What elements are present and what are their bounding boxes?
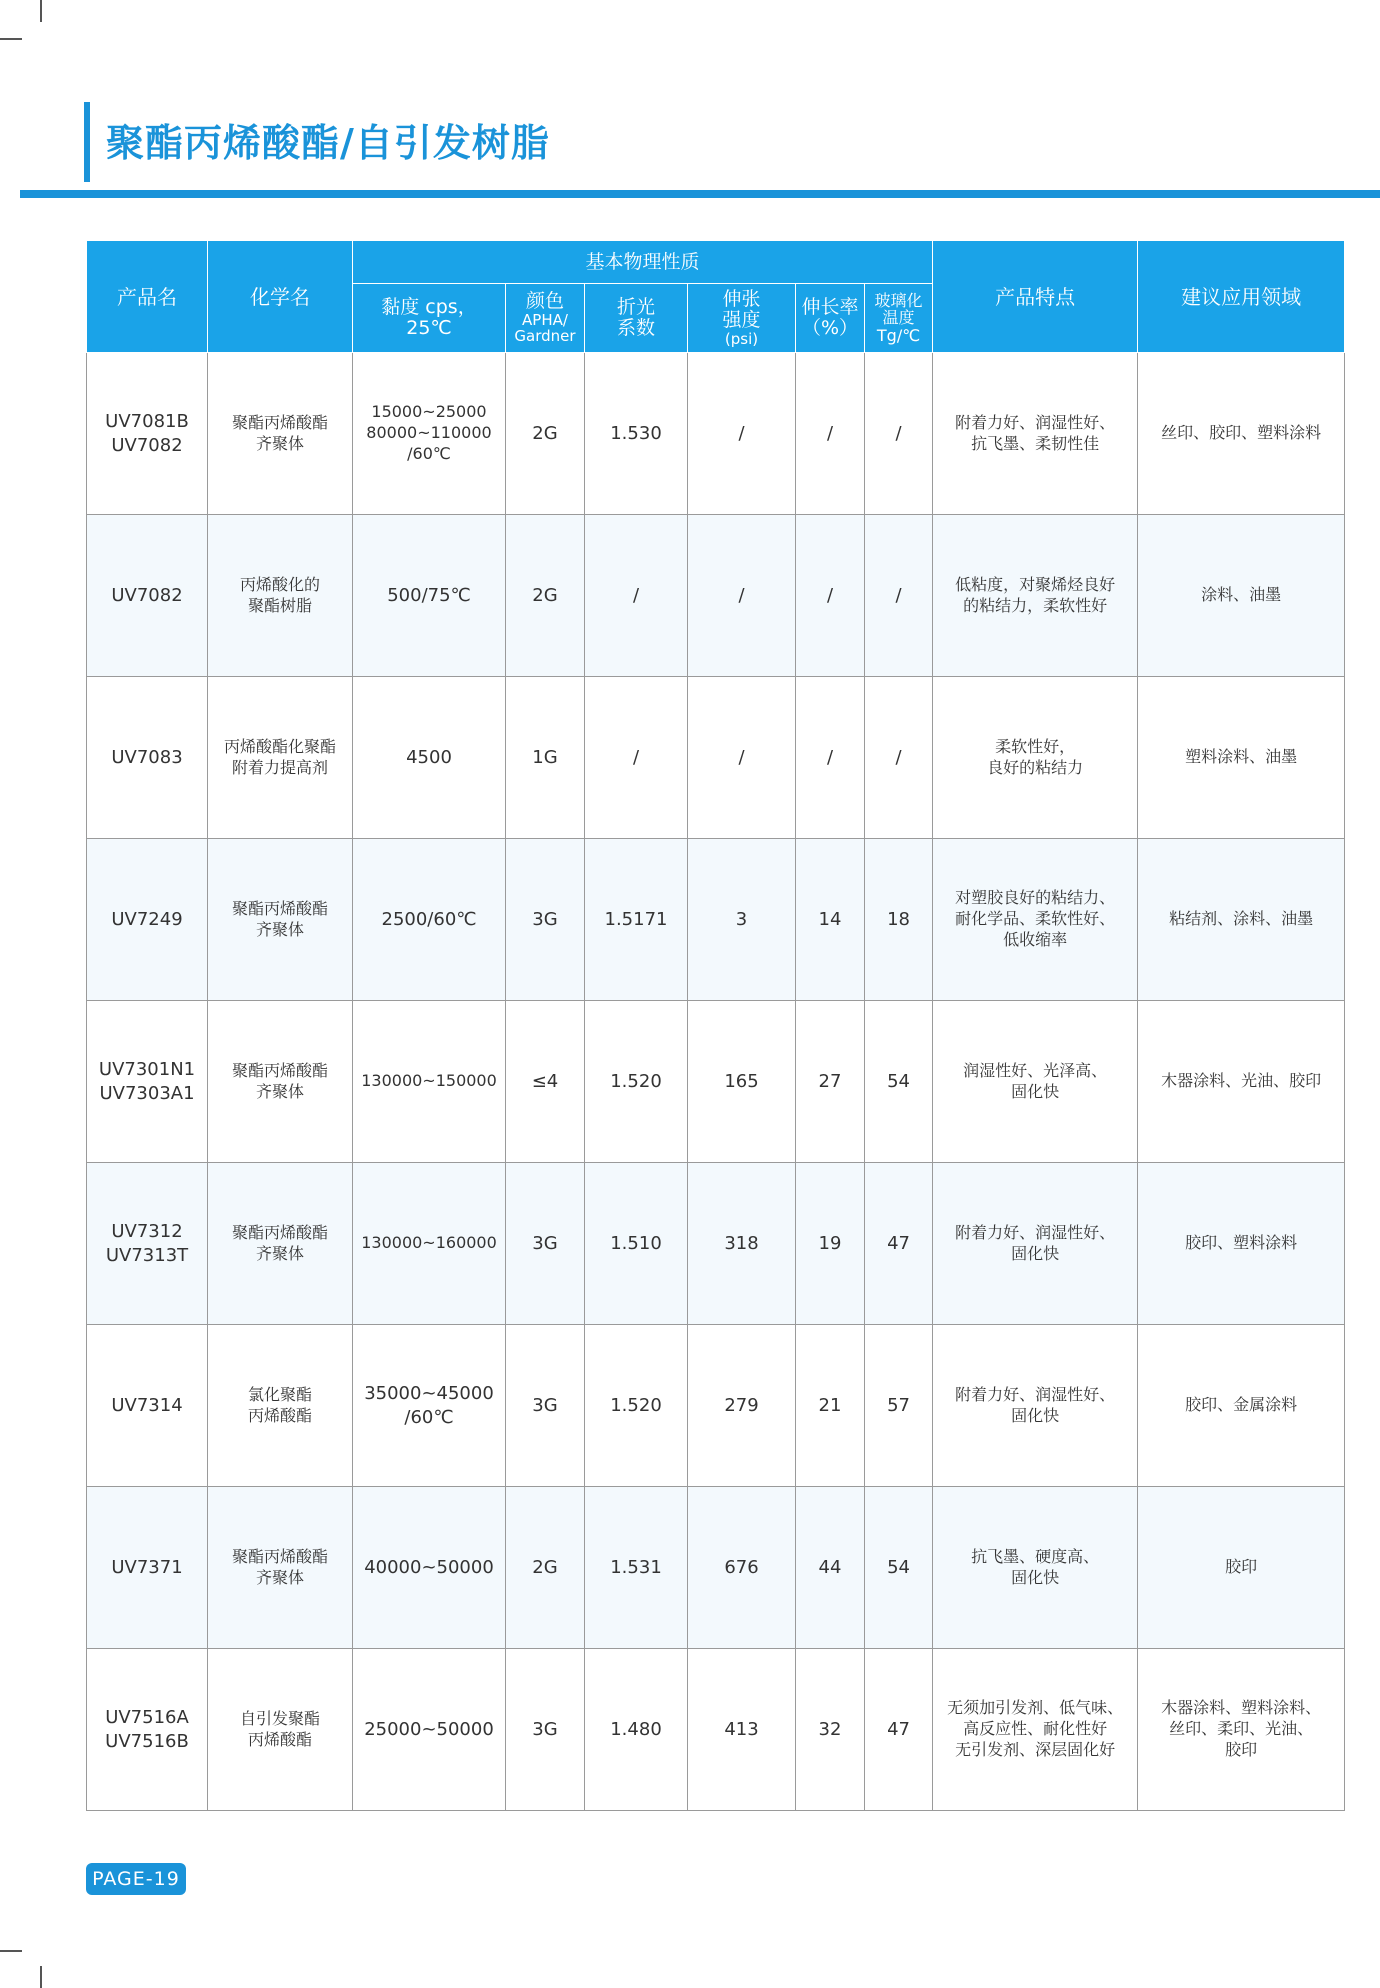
cell-tg: 54 (865, 1001, 933, 1163)
page-number-badge: PAGE-19 (86, 1863, 186, 1895)
header-applications: 建议应用领域 (1138, 241, 1345, 353)
cell-elongation: 19 (796, 1163, 865, 1325)
cell-tensile: / (688, 677, 796, 839)
crop-mark (40, 1966, 42, 1988)
table-row (87, 677, 1345, 839)
cell-applications: 粘结剂、涂料、油墨 (1138, 839, 1345, 1001)
cell-elongation: 27 (796, 1001, 865, 1163)
cell-tensile: 279 (688, 1325, 796, 1487)
cell-color: ≤4 (506, 1001, 585, 1163)
cell-refraction: / (585, 515, 688, 677)
cell-features: 低粘度，对聚烯烃良好 的粘结力，柔软性好 (933, 515, 1138, 677)
cell-viscosity: 4500 (353, 677, 506, 839)
cell-applications: 胶印、金属涂料 (1138, 1325, 1345, 1487)
header-physical-properties: 基本物理性质 (353, 241, 933, 284)
cell-viscosity: 130000~160000 (353, 1163, 506, 1325)
cell-tg: 54 (865, 1487, 933, 1649)
header-chemical-name: 化学名 (208, 241, 353, 353)
cell-product: UV7082 (87, 515, 208, 677)
cell-elongation: 44 (796, 1487, 865, 1649)
table-row (87, 839, 1345, 1001)
cell-refraction: 1.5171 (585, 839, 688, 1001)
cell-chemical: 丙烯酸化的 聚酯树脂 (208, 515, 353, 677)
cell-product: UV7312 UV7313T (87, 1163, 208, 1325)
table-row (87, 353, 1345, 515)
header-color: 颜色 APHA/ Gardner (506, 284, 585, 353)
cell-viscosity: 15000~25000 80000~110000 /60℃ (353, 353, 506, 515)
cell-chemical: 氯化聚酯 丙烯酸酯 (208, 1325, 353, 1487)
cell-viscosity: 500/75℃ (353, 515, 506, 677)
cell-product: UV7516A UV7516B (87, 1649, 208, 1811)
cell-features: 附着力好、润湿性好、 固化快 (933, 1163, 1138, 1325)
cell-color: 2G (506, 515, 585, 677)
cell-features: 附着力好、润湿性好、 固化快 (933, 1325, 1138, 1487)
cell-product: UV7083 (87, 677, 208, 839)
cell-tensile: 318 (688, 1163, 796, 1325)
cell-features: 对塑胶良好的粘结力、 耐化学品、柔软性好、 低收缩率 (933, 839, 1138, 1001)
cell-viscosity: 40000~50000 (353, 1487, 506, 1649)
cell-applications: 木器涂料、光油、胶印 (1138, 1001, 1345, 1163)
cell-tg: 57 (865, 1325, 933, 1487)
cell-color: 1G (506, 677, 585, 839)
cell-refraction: 1.520 (585, 1325, 688, 1487)
cell-tensile: 165 (688, 1001, 796, 1163)
table-row (87, 1487, 1345, 1649)
cell-tensile: 3 (688, 839, 796, 1001)
cell-chemical: 聚酯丙烯酸酯 齐聚体 (208, 353, 353, 515)
cell-product: UV7314 (87, 1325, 208, 1487)
cell-applications: 胶印、塑料涂料 (1138, 1163, 1345, 1325)
cell-tg: 18 (865, 839, 933, 1001)
table-row (87, 1163, 1345, 1325)
title-accent-bar (84, 102, 90, 182)
cell-elongation: 14 (796, 839, 865, 1001)
cell-refraction: 1.510 (585, 1163, 688, 1325)
header-elongation: 伸长率 （%） (796, 284, 865, 353)
cell-viscosity: 25000~50000 (353, 1649, 506, 1811)
cell-refraction: 1.531 (585, 1487, 688, 1649)
cell-product: UV7249 (87, 839, 208, 1001)
cell-applications: 胶印 (1138, 1487, 1345, 1649)
cell-chemical: 聚酯丙烯酸酯 齐聚体 (208, 1001, 353, 1163)
page-title: 聚酯丙烯酸酯/自引发树脂 (106, 121, 550, 165)
cell-features: 无须加引发剂、低气味、 高反应性、耐化性好 无引发剂、深层固化好 (933, 1649, 1138, 1811)
cell-color: 3G (506, 1325, 585, 1487)
cell-features: 抗飞墨、硬度高、 固化快 (933, 1487, 1138, 1649)
cell-elongation: 32 (796, 1649, 865, 1811)
cell-color: 2G (506, 353, 585, 515)
cell-applications: 木器涂料、塑料涂料、 丝印、柔印、光油、 胶印 (1138, 1649, 1345, 1811)
cell-elongation: / (796, 353, 865, 515)
cell-features: 润湿性好、光泽高、 固化快 (933, 1001, 1138, 1163)
cell-tg: 47 (865, 1163, 933, 1325)
cell-viscosity: 35000~45000 /60℃ (353, 1325, 506, 1487)
table-row (87, 515, 1345, 677)
cell-tg: / (865, 353, 933, 515)
cell-viscosity: 130000~150000 (353, 1001, 506, 1163)
table-row (87, 1001, 1345, 1163)
header-features: 产品特点 (933, 241, 1138, 353)
cell-color: 3G (506, 1649, 585, 1811)
cell-product: UV7301N1 UV7303A1 (87, 1001, 208, 1163)
crop-mark (40, 0, 42, 22)
cell-color: 3G (506, 1163, 585, 1325)
header-tensile-strength: 伸张 强度 (psi) (688, 284, 796, 353)
cell-elongation: 21 (796, 1325, 865, 1487)
crop-mark (0, 1950, 22, 1952)
cell-elongation: / (796, 677, 865, 839)
cell-applications: 丝印、胶印、塑料涂料 (1138, 353, 1345, 515)
cell-chemical: 聚酯丙烯酸酯 齐聚体 (208, 839, 353, 1001)
cell-applications: 塑料涂料、油墨 (1138, 677, 1345, 839)
table-row (87, 1325, 1345, 1487)
cell-tensile: / (688, 353, 796, 515)
cell-tg: / (865, 515, 933, 677)
cell-color: 2G (506, 1487, 585, 1649)
cell-refraction: 1.530 (585, 353, 688, 515)
cell-tensile: 413 (688, 1649, 796, 1811)
cell-product: UV7371 (87, 1487, 208, 1649)
cell-tg: / (865, 677, 933, 839)
cell-features: 附着力好、润湿性好、 抗飞墨、柔韧性佳 (933, 353, 1138, 515)
cell-color: 3G (506, 839, 585, 1001)
cell-refraction: / (585, 677, 688, 839)
cell-tensile: / (688, 515, 796, 677)
cell-features: 柔软性好， 良好的粘结力 (933, 677, 1138, 839)
header-glass-transition: 玻璃化 温度 Tg/℃ (865, 284, 933, 353)
cell-tensile: 676 (688, 1487, 796, 1649)
product-spec-table (86, 240, 1345, 1811)
cell-chemical: 丙烯酸酯化聚酯 附着力提高剂 (208, 677, 353, 839)
header-product-name: 产品名 (87, 241, 208, 353)
cell-chemical: 自引发聚酯 丙烯酸酯 (208, 1649, 353, 1811)
cell-elongation: / (796, 515, 865, 677)
header-refraction: 折光 系数 (585, 284, 688, 353)
cell-applications: 涂料、油墨 (1138, 515, 1345, 677)
cell-refraction: 1.480 (585, 1649, 688, 1811)
title-divider (20, 190, 1380, 198)
cell-product: UV7081B UV7082 (87, 353, 208, 515)
cell-chemical: 聚酯丙烯酸酯 齐聚体 (208, 1487, 353, 1649)
header-viscosity: 黏度 cps， 25℃ (353, 284, 506, 353)
cell-viscosity: 2500/60℃ (353, 839, 506, 1001)
cell-chemical: 聚酯丙烯酸酯 齐聚体 (208, 1163, 353, 1325)
cell-refraction: 1.520 (585, 1001, 688, 1163)
crop-mark (0, 38, 22, 40)
cell-tg: 47 (865, 1649, 933, 1811)
table-row (87, 1649, 1345, 1811)
